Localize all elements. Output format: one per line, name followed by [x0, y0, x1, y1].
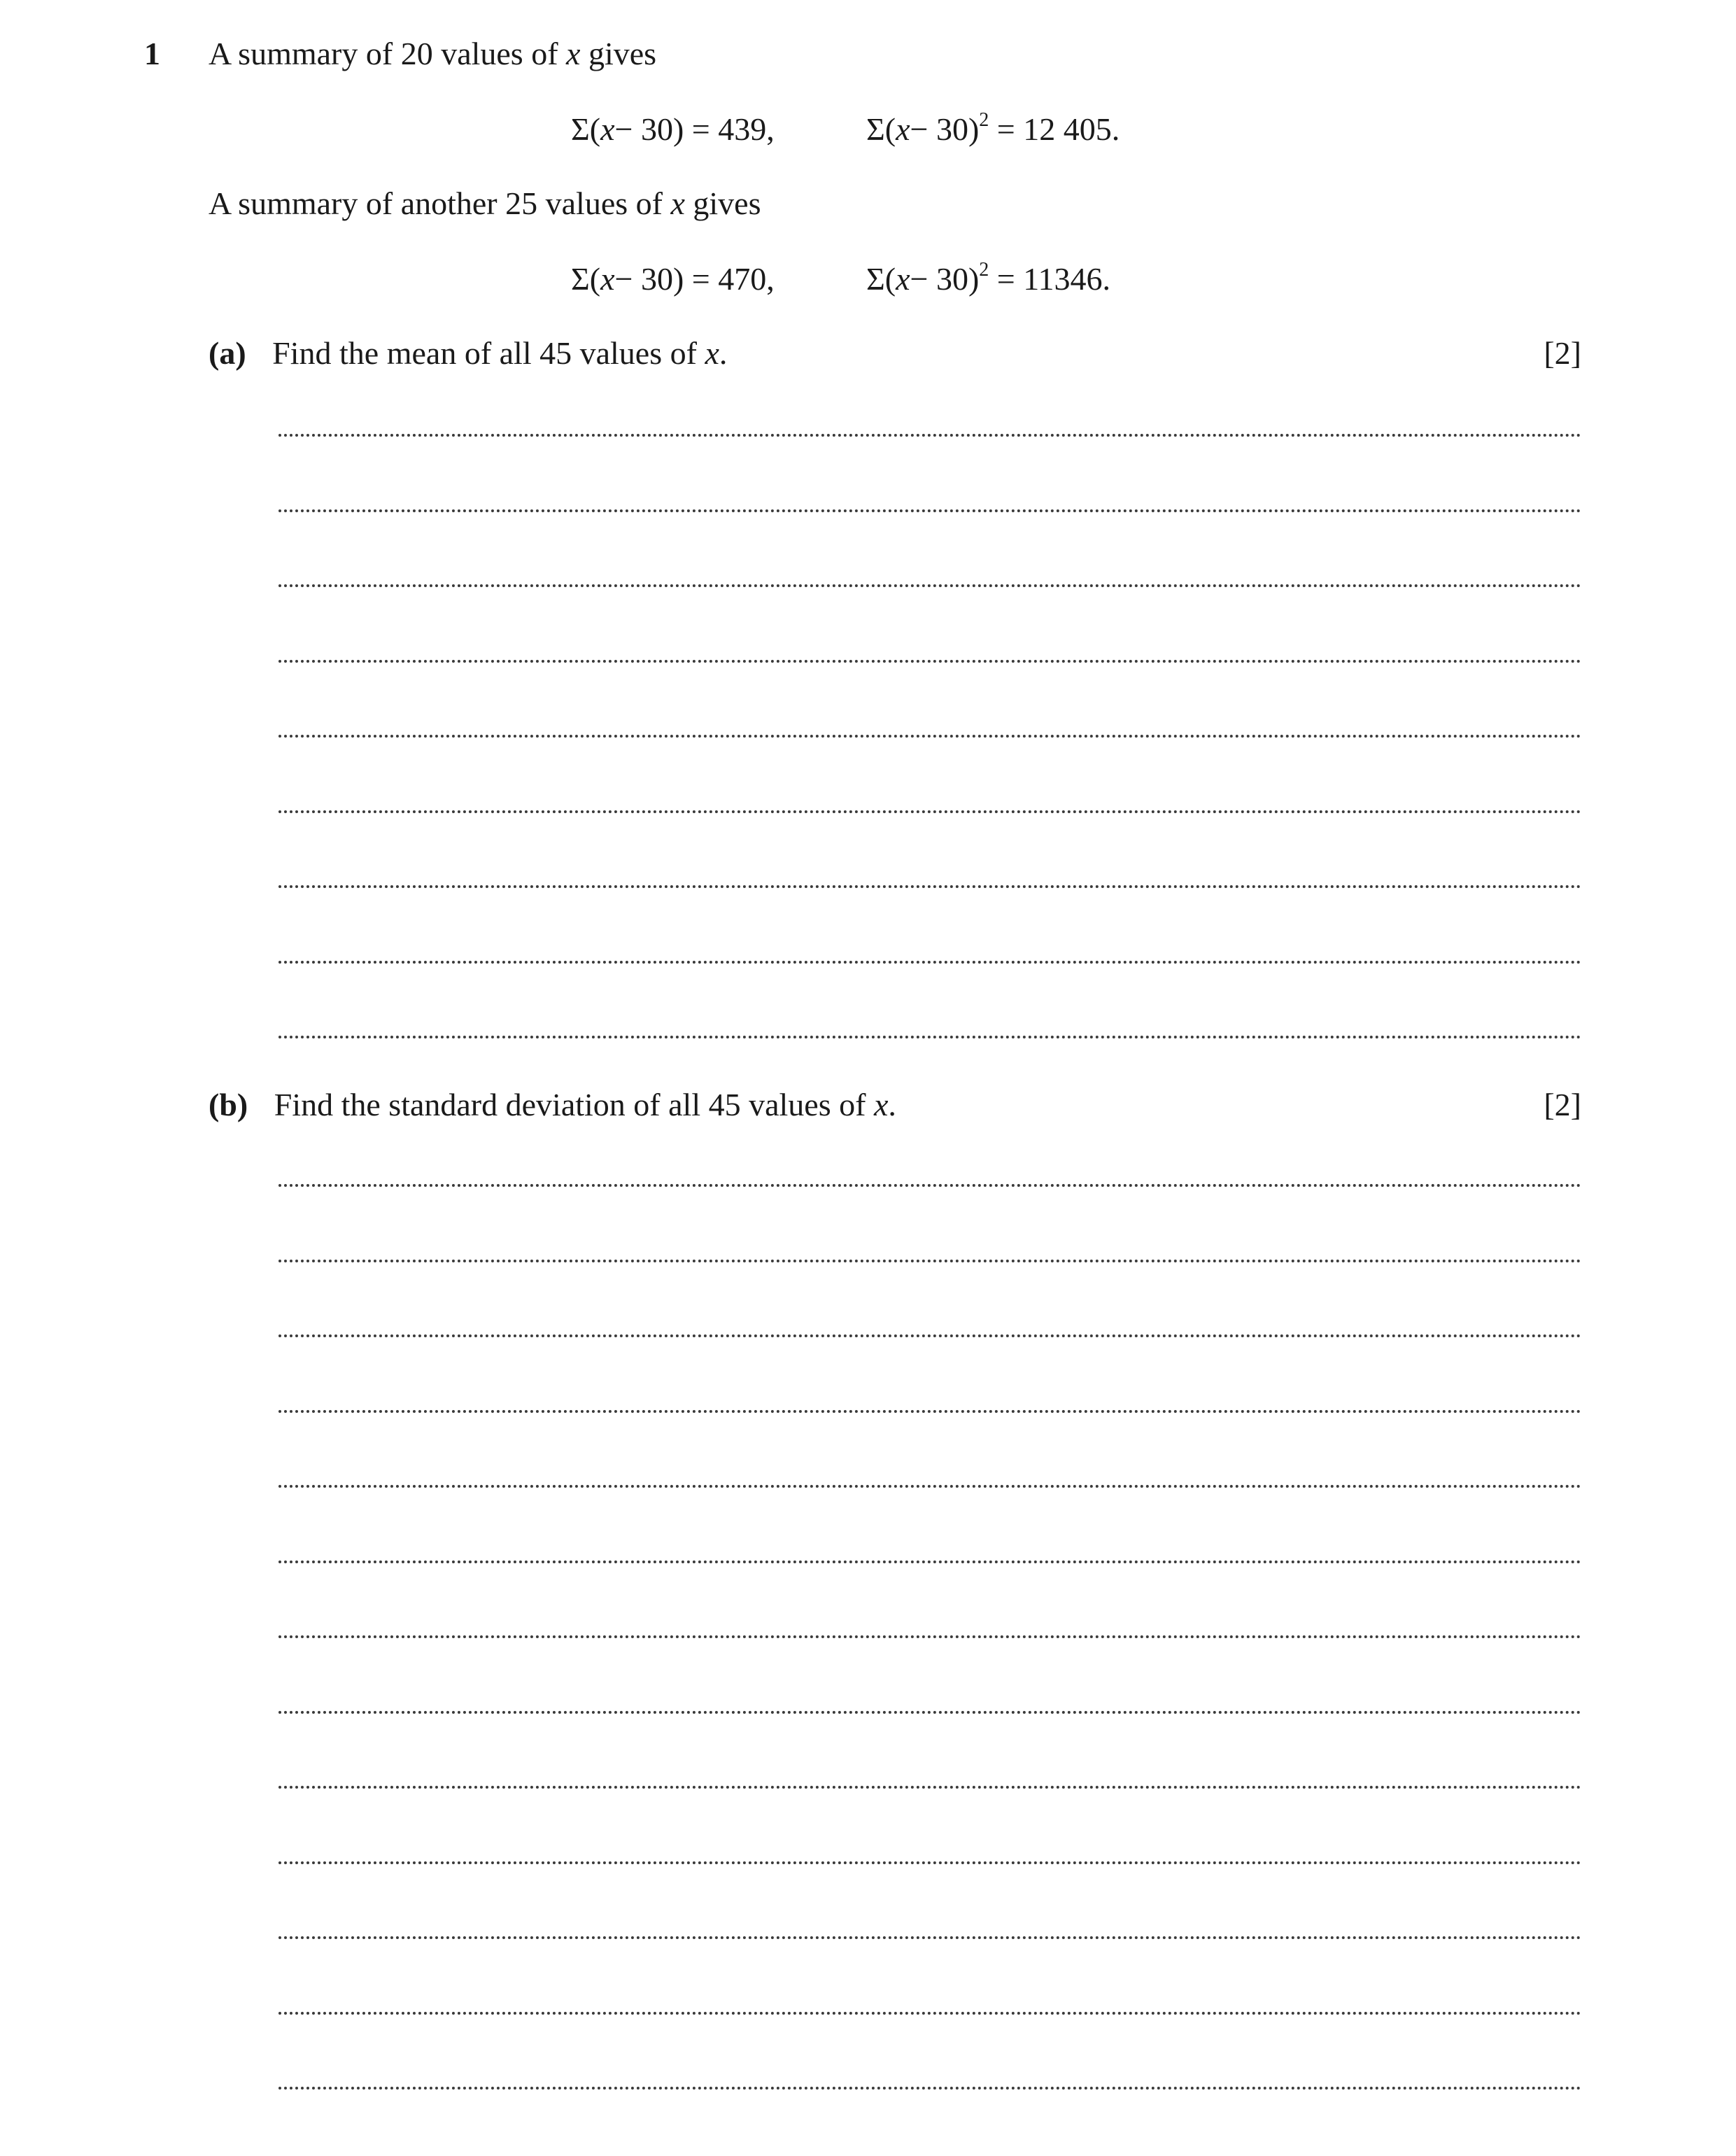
part-b-answer-line[interactable]: [278, 1711, 1581, 1714]
part-b-text: Find the standard deviation of all 45 values of: [274, 1087, 866, 1122]
part-b-answer-line[interactable]: [278, 1861, 1581, 1864]
intro-2-text: A summary of another 25 values of: [209, 185, 663, 221]
sigma-symbol: Σ(: [571, 261, 601, 297]
part-b-answer-line[interactable]: [278, 1485, 1581, 1488]
formula-result: = 12 405.: [989, 111, 1120, 147]
intro-text-2: [209, 185, 761, 222]
part-b-answer-line[interactable]: [278, 1786, 1581, 1789]
intro-2-variable: x: [670, 185, 685, 221]
part-b-variable: x: [873, 1087, 889, 1122]
formula-variable: x: [600, 111, 615, 147]
part-b-end: .: [888, 1087, 896, 1122]
intro-text-1: [209, 35, 656, 72]
sigma-symbol: Σ(: [571, 111, 601, 147]
sigma-symbol: Σ(: [866, 111, 896, 147]
part-a-answer-line[interactable]: [278, 961, 1581, 964]
part-a-end: .: [719, 335, 728, 371]
part-a-label: (a): [209, 335, 246, 371]
part-a-variable: x: [705, 335, 719, 371]
sigma-symbol: Σ(: [866, 261, 896, 297]
part-a-question: [209, 334, 727, 372]
formula-exponent: 2: [979, 258, 989, 281]
intro-2-end: gives: [693, 185, 761, 221]
formula-sum-1: [571, 111, 775, 148]
formula-result: = 11346.: [989, 261, 1111, 297]
formula-rest: − 30): [910, 111, 980, 147]
formula-exponent: 2: [979, 108, 989, 131]
part-b-marks: [2]: [1544, 1087, 1581, 1122]
part-a-text: Find the mean of all 45 values of: [272, 335, 697, 371]
formula-variable: x: [896, 111, 910, 147]
part-b-question: [209, 1086, 896, 1123]
formula-rest: − 30) = 439,: [614, 111, 775, 147]
intro-1-end: gives: [588, 36, 657, 71]
part-a-answer-line[interactable]: [278, 584, 1581, 587]
part-b-answer-line[interactable]: [278, 1410, 1581, 1413]
intro-1-variable: x: [566, 36, 581, 71]
part-a-answer-line[interactable]: [278, 885, 1581, 888]
part-b-answer-line[interactable]: [278, 1560, 1581, 1563]
formula-sum-2: [571, 260, 775, 297]
part-b-answer-line[interactable]: [278, 1635, 1581, 1638]
formula-sumsq-1: [866, 108, 1120, 148]
formula-rest: − 30): [910, 261, 980, 297]
part-b-answer-line[interactable]: [278, 2012, 1581, 2015]
formula-rest: − 30) = 470,: [614, 261, 775, 297]
part-b-answer-line[interactable]: [278, 1334, 1581, 1337]
part-a-answer-line[interactable]: [278, 509, 1581, 512]
part-b-answer-line[interactable]: [278, 1260, 1581, 1262]
formula-sumsq-2: [866, 260, 1110, 297]
part-a-marks: [2]: [1544, 335, 1581, 371]
formula-variable: x: [600, 261, 615, 297]
part-b-answer-line[interactable]: [278, 1936, 1581, 1939]
part-a-answer-line[interactable]: [278, 1036, 1581, 1038]
part-a-answer-line[interactable]: [278, 434, 1581, 437]
intro-1-text: A summary of 20 values of: [209, 36, 558, 71]
part-a-answer-line[interactable]: [278, 735, 1581, 738]
part-b-label: (b): [209, 1087, 248, 1122]
part-a-answer-line[interactable]: [278, 660, 1581, 663]
part-a-answer-line[interactable]: [278, 810, 1581, 813]
question-number: 1: [144, 36, 160, 71]
part-b-answer-line[interactable]: [278, 2087, 1581, 2090]
part-b-answer-line[interactable]: [278, 1184, 1581, 1187]
formula-variable: x: [896, 261, 910, 297]
